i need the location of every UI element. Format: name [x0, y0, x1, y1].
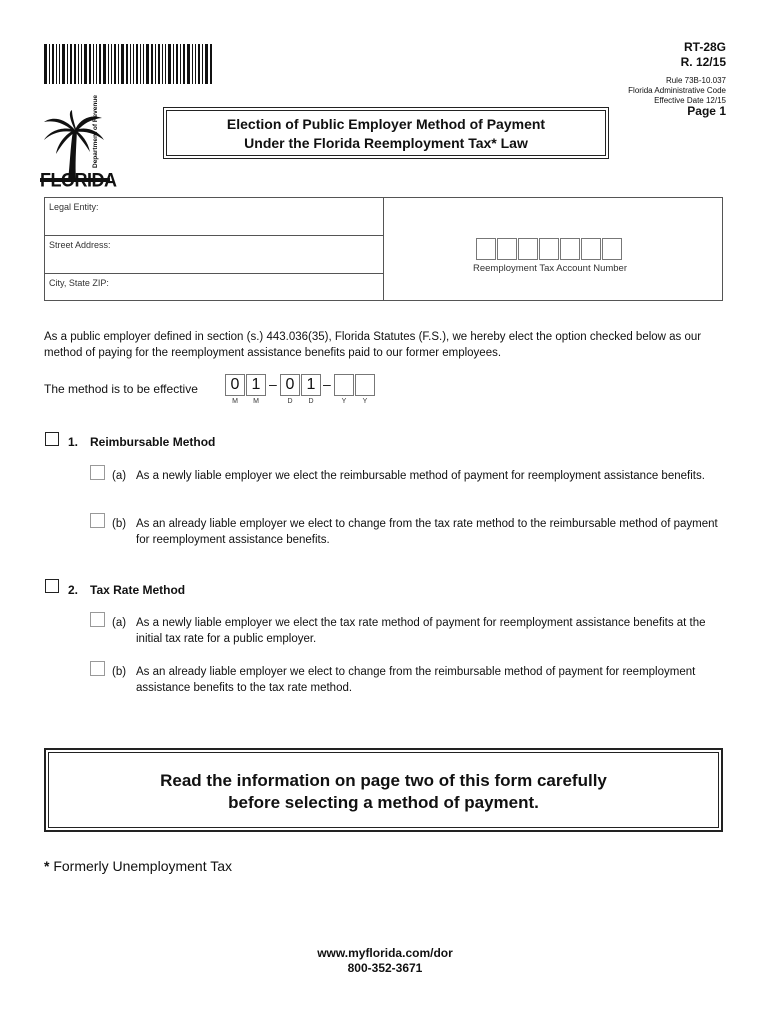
legal-entity-field[interactable]	[45, 198, 383, 236]
barcode-bar	[121, 44, 124, 84]
barcode-bar	[96, 44, 97, 84]
barcode-bar	[168, 44, 171, 84]
barcode-bar	[111, 44, 112, 84]
barcode-bar	[205, 44, 208, 84]
barcode-bar	[67, 44, 68, 84]
footnote	[44, 858, 232, 874]
notice-line-1: Read the information on page two of this form carefully	[160, 771, 607, 790]
barcode-bar	[140, 44, 141, 84]
barcode-bar	[99, 44, 101, 84]
barcode-bar	[173, 44, 174, 84]
notice-line-2: before selecting a method of payment.	[228, 793, 539, 812]
barcode-bar	[187, 44, 190, 84]
option-2b-label: (b)	[112, 666, 127, 678]
barcode-bar	[195, 44, 196, 84]
option-2a-label: (a)	[112, 617, 127, 629]
title-line-1: Election of Public Employer Method of Payment	[226, 116, 546, 132]
barcode-bar	[62, 44, 65, 84]
dept-of-revenue-mark	[92, 95, 104, 168]
account-digit-box[interactable]	[581, 238, 601, 260]
date-dash: –	[323, 376, 331, 392]
barcode-bar	[192, 44, 193, 84]
date-year-1[interactable]	[334, 374, 354, 396]
effective-date-label: The method is to be effective	[44, 382, 198, 396]
account-number-label: Reemployment Tax Account Number	[473, 263, 628, 274]
barcode	[44, 44, 228, 84]
footnote-star: *	[44, 858, 50, 874]
barcode-bar	[74, 44, 76, 84]
barcode-bar	[165, 44, 166, 84]
intro-paragraph: As a public employer defined in section (s.) 443.036(35), Florida Statutes (F.S.), we hereby elect the option checked below as our method of paying for the reemployment assistance benefits paid to our former employees.	[44, 331, 702, 359]
barcode-bar	[59, 44, 60, 84]
footnote-text: Formerly Unemployment Tax	[53, 858, 233, 874]
barcode-bar	[176, 44, 178, 84]
option-1b-checkbox[interactable]	[90, 513, 105, 528]
option-2b-text: As an already liable employer we elect to change from the reimbursable method of payment for reemployment assistance benefits to the tax rate method.	[136, 666, 696, 694]
barcode-bar	[81, 44, 82, 84]
notice-box	[44, 748, 723, 832]
barcode-bar	[130, 44, 131, 84]
barcode-bar	[126, 44, 128, 84]
account-digit-box[interactable]	[560, 238, 580, 260]
option-1b	[112, 516, 722, 548]
barcode-bar	[89, 44, 91, 84]
barcode-bar	[198, 44, 200, 84]
form-id: RT-28G	[683, 40, 726, 54]
option-2-number: 2.	[68, 583, 79, 597]
date-letter-d: D	[308, 398, 314, 405]
city-state-zip-label: City, State ZIP:	[49, 278, 109, 288]
barcode-bar	[84, 44, 87, 84]
tax-rate-method-checkbox[interactable]	[45, 579, 59, 593]
effective-date-text: Effective Date 12/15	[654, 96, 726, 105]
barcode-bar	[162, 44, 163, 84]
barcode-bar	[155, 44, 156, 84]
barcode-bar	[133, 44, 134, 84]
form-title	[166, 110, 606, 156]
barcode-bar	[136, 44, 138, 84]
option-1b-text: As an already liable employer we elect to change from the tax rate method to the reimbursable method of payment for reemployment assistance benefits.	[136, 518, 718, 546]
barcode-bar	[103, 44, 106, 84]
street-address-label: Street Address:	[49, 240, 111, 250]
date-month-2[interactable]: 1	[246, 374, 266, 396]
form-id-block	[681, 40, 726, 70]
legal-entity-label: Legal Entity:	[49, 202, 99, 212]
option-2-title: Tax Rate Method	[90, 583, 186, 597]
date-month-1[interactable]: 0	[225, 374, 245, 396]
option-2a-text: As a newly liable employer we elect the tax rate method of payment for reemployment assistance benefits at the initial tax rate for a public employer.	[136, 617, 706, 645]
barcode-bar	[202, 44, 203, 84]
date-day-1[interactable]: 0	[280, 374, 300, 396]
barcode-bar	[78, 44, 79, 84]
barcode-bar	[114, 44, 116, 84]
florida-wordmark: FLORIDA	[40, 168, 117, 191]
barcode-bar	[49, 44, 50, 84]
barcode-bar	[44, 44, 47, 84]
footer	[0, 946, 770, 976]
barcode-bar	[183, 44, 185, 84]
barcode-bar	[93, 44, 94, 84]
street-address-field[interactable]	[45, 236, 383, 274]
reimbursable-method-checkbox[interactable]	[45, 432, 59, 446]
barcode-bar	[151, 44, 153, 84]
website-link[interactable]: www.myflorida.com/dor	[317, 946, 453, 960]
option-2b-checkbox[interactable]	[90, 661, 105, 676]
account-number-input[interactable]	[476, 238, 622, 260]
form-revision: R. 12/15	[680, 55, 726, 69]
title-line-2: Under the Florida Reemployment Tax* Law	[244, 135, 528, 151]
barcode-bar	[146, 44, 149, 84]
date-letter-y: Y	[362, 398, 368, 405]
account-digit-box[interactable]	[518, 238, 538, 260]
account-digit-box[interactable]	[602, 238, 622, 260]
rule-block	[628, 76, 726, 106]
barcode-bar	[70, 44, 72, 84]
option-1a-checkbox[interactable]	[90, 465, 105, 480]
date-letter-y: Y	[341, 398, 347, 405]
city-state-zip-field[interactable]	[45, 274, 383, 300]
date-letter-d: D	[287, 398, 293, 405]
barcode-bar	[118, 44, 119, 84]
option-1a-text: As a newly liable employer we elect the reimbursable method of payment for reemployment assistance benefits.	[136, 470, 705, 482]
option-1-number: 1.	[68, 435, 79, 449]
barcode-bar	[52, 44, 54, 84]
address-column	[45, 198, 384, 300]
barcode-bar	[210, 44, 212, 84]
rule-number: Rule 73B-10.037	[665, 76, 726, 85]
date-letter-m: M	[253, 398, 259, 405]
option-2a-checkbox[interactable]	[90, 612, 105, 627]
option-1a-label: (a)	[112, 470, 127, 482]
barcode-bar	[108, 44, 109, 84]
page-number: Page 1	[687, 104, 726, 118]
option-1-title: Reimbursable Method	[90, 435, 216, 449]
date-dash: –	[269, 376, 277, 392]
date-letter-m: M	[232, 398, 238, 405]
option-1a	[112, 468, 722, 484]
barcode-bar	[158, 44, 160, 84]
phone-number: 800-352-3671	[347, 961, 423, 975]
admin-code: Florida Administrative Code	[628, 86, 726, 95]
date-year-2[interactable]	[355, 374, 375, 396]
dept-label: Department of Revenue	[92, 95, 99, 168]
account-digit-box[interactable]	[497, 238, 517, 260]
option-1b-label: (b)	[112, 518, 127, 530]
date-day-2[interactable]: 1	[301, 374, 321, 396]
barcode-bar	[143, 44, 144, 84]
option-2a	[112, 615, 722, 647]
account-digit-box[interactable]	[539, 238, 559, 260]
option-2b	[112, 664, 722, 696]
barcode-bar	[56, 44, 57, 84]
barcode-bar	[180, 44, 181, 84]
account-digit-box[interactable]	[476, 238, 496, 260]
